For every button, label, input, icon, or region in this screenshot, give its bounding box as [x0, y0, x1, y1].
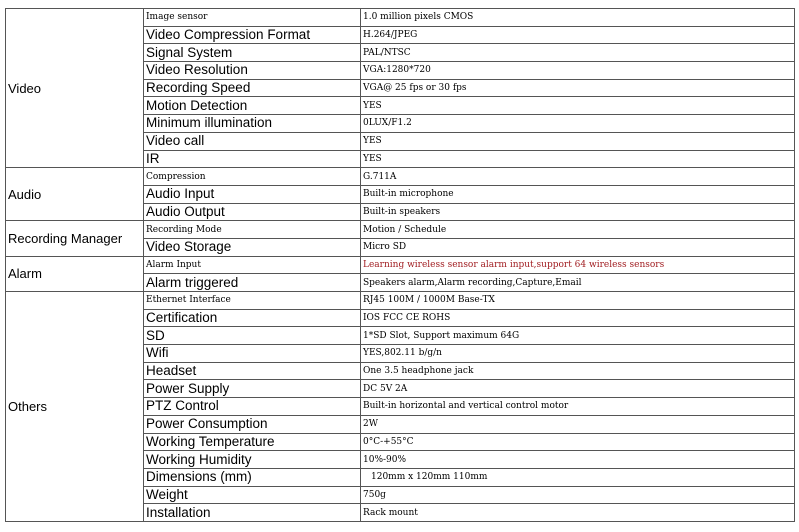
spec-value: H.264/JPEG	[361, 26, 795, 44]
spec-label: Working Temperature	[144, 433, 361, 451]
spec-label: Audio Output	[144, 203, 361, 221]
section-others-title: Others	[6, 292, 144, 522]
spec-table	[5, 8, 795, 522]
spec-label: Image sensor	[144, 9, 361, 27]
table-row	[6, 221, 795, 239]
table-row	[6, 9, 795, 27]
spec-label: SD	[144, 327, 361, 345]
spec-value: Built-in horizontal and vertical control motor	[361, 398, 795, 416]
section-audio-title: Audio	[6, 168, 144, 221]
spec-value: 0LUX/F1.2	[361, 115, 795, 133]
spec-value: Built-in speakers	[361, 203, 795, 221]
spec-label: Recording Speed	[144, 79, 361, 97]
spec-label: Installation	[144, 504, 361, 522]
spec-label: Power Consumption	[144, 415, 361, 433]
table-row	[6, 256, 795, 274]
spec-value: RJ45 100M / 1000M Base-TX	[361, 292, 795, 310]
spec-label: Minimum illumination	[144, 115, 361, 133]
spec-value: Micro SD	[361, 238, 795, 256]
spec-label: Signal System	[144, 44, 361, 62]
spec-value: 10%-90%	[361, 451, 795, 469]
spec-value: Built-in microphone	[361, 185, 795, 203]
spec-label: Video call	[144, 132, 361, 150]
spec-value: Rack mount	[361, 504, 795, 522]
spec-label: Motion Detection	[144, 97, 361, 115]
spec-label: Dimensions (mm)	[144, 468, 361, 486]
spec-label: Weight	[144, 486, 361, 504]
spec-value: Motion / Schedule	[361, 221, 795, 239]
spec-value: G.711A	[361, 168, 795, 186]
spec-label: IR	[144, 150, 361, 168]
spec-label: Video Resolution	[144, 62, 361, 80]
spec-label: Video Storage	[144, 238, 361, 256]
spec-value: DC 5V 2A	[361, 380, 795, 398]
spec-label: Alarm Input	[144, 256, 361, 274]
spec-label: Recording Mode	[144, 221, 361, 239]
spec-label: Headset	[144, 362, 361, 380]
spec-value: One 3.5 headphone jack	[361, 362, 795, 380]
section-video-title: Video	[6, 9, 144, 168]
spec-label: Power Supply	[144, 380, 361, 398]
spec-value: 120mm x 120mm 110mm	[361, 468, 795, 486]
spec-value: YES	[361, 97, 795, 115]
spec-value: YES,802.11 b/g/n	[361, 345, 795, 363]
spec-label: Certification	[144, 309, 361, 327]
spec-value: PAL/NTSC	[361, 44, 795, 62]
spec-value: 1*SD Slot, Support maximum 64G	[361, 327, 795, 345]
spec-value: Speakers alarm,Alarm recording,Capture,Email	[361, 274, 795, 292]
spec-value: 750g	[361, 486, 795, 504]
table-row	[6, 292, 795, 310]
spec-value: IOS FCC CE ROHS	[361, 309, 795, 327]
spec-label: Working Humidity	[144, 451, 361, 469]
spec-label: Video Compression Format	[144, 26, 361, 44]
spec-value: YES	[361, 150, 795, 168]
spec-value: 0°C-+55°C	[361, 433, 795, 451]
spec-label: Alarm triggered	[144, 274, 361, 292]
spec-value: 1.0 million pixels CMOS	[361, 9, 795, 27]
spec-label: PTZ Control	[144, 398, 361, 416]
spec-value: Learning wireless sensor alarm input,support 64 wireless sensors	[361, 256, 795, 274]
section-recording-title: Recording Manager	[6, 221, 144, 256]
spec-label: Compression	[144, 168, 361, 186]
spec-label: Wifi	[144, 345, 361, 363]
spec-label: Audio Input	[144, 185, 361, 203]
spec-value: VGA:1280*720	[361, 62, 795, 80]
spec-value: YES	[361, 132, 795, 150]
spec-value: 2W	[361, 415, 795, 433]
spec-label: Ethernet Interface	[144, 292, 361, 310]
spec-value: VGA@ 25 fps or 30 fps	[361, 79, 795, 97]
table-row	[6, 168, 795, 186]
section-alarm-title: Alarm	[6, 256, 144, 291]
